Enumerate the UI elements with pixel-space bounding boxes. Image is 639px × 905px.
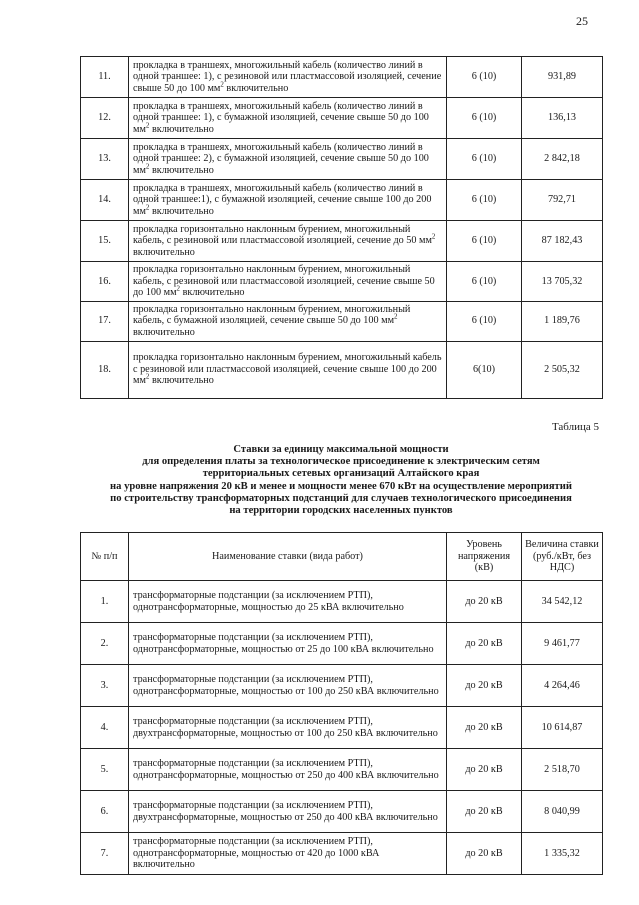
- table-row: [81, 262, 603, 302]
- row-description: трансформаторные подстанции (за исключением РТП), однотрансформаторные, мощностью до 25 кВА включительно: [129, 581, 447, 623]
- table-header-row: [81, 533, 603, 581]
- table-row: [81, 139, 603, 180]
- row-voltage: 6(10): [447, 341, 522, 398]
- row-price: 792,71: [522, 180, 603, 221]
- row-description: трансформаторные подстанции (за исключением РТП), однотрансформаторные, мощностью от 25 до 100 кВА включительно: [129, 623, 447, 665]
- header-price: Величина ставки (руб./кВт, без НДС): [522, 533, 603, 581]
- superscript: 2: [176, 284, 181, 293]
- superscript: 2: [145, 372, 150, 381]
- table-row: [81, 98, 603, 139]
- row-price: 10 614,87: [522, 707, 603, 749]
- row-number: 5.: [81, 749, 129, 791]
- row-voltage: до 20 кВ: [447, 581, 522, 623]
- row-price: 2 518,70: [522, 749, 603, 791]
- row-number: 16.: [81, 262, 129, 302]
- row-description: прокладка горизонтально наклонным бурением, многожильный кабель, с бумажной изоляцией, сечение свыше 50 до 100 $мм^2$ включительно: [129, 301, 447, 341]
- row-description: трансформаторные подстанции (за исключением РТП), двухтрансформаторные, мощностью от 250 до 400 кВА включительно: [129, 791, 447, 833]
- row-number: 18.: [81, 341, 129, 398]
- row-voltage: до 20 кВ: [447, 791, 522, 833]
- row-description: трансформаторные подстанции (за исключением РТП), однотрансформаторные, мощностью от 100 до 250 кВА включительно: [129, 665, 447, 707]
- superscript: 2: [145, 162, 150, 171]
- row-description: прокладка в траншеях, многожильный кабель (количество линий в одной траншее:1), с бумажной изоляцией, сечение свыше 100 до 200 $мм^2$ включительно: [129, 180, 447, 221]
- row-voltage: 6 (10): [447, 139, 522, 180]
- row-voltage: 6 (10): [447, 301, 522, 341]
- row-price: 13 705,32: [522, 262, 603, 302]
- row-voltage: до 20 кВ: [447, 707, 522, 749]
- heading-line: для определения платы за технологическое присоединение к электрическим сетям: [142, 456, 540, 468]
- row-price: 1 189,76: [522, 301, 603, 341]
- table-row: [81, 707, 603, 749]
- row-description: прокладка в траншеях, многожильный кабель (количество линий в одной траншее: 2), с бумажной изоляцией, сечение свыше 50 до 100 $мм^2$ включительно: [129, 139, 447, 180]
- row-number: 15.: [81, 221, 129, 262]
- heading-line: Ставки за единицу максимальной мощности: [233, 444, 449, 455]
- table-row: [81, 341, 603, 398]
- row-price: 136,13: [522, 98, 603, 139]
- heading-line: территориальных сетевых организаций Алтайского края: [202, 468, 480, 480]
- row-price: 34 542,12: [522, 581, 603, 623]
- row-number: 14.: [81, 180, 129, 221]
- row-description: трансформаторные подстанции (за исключением РТП), двухтрансформаторные, мощностью от 100 до 250 кВА включительно: [129, 707, 447, 749]
- table-row: [81, 791, 603, 833]
- row-description: прокладка горизонтально наклонным бурением, многожильный кабель, с резиновой или пластмассовой изоляцией, сечение до 50 $мм^2$ включительно: [129, 221, 447, 262]
- table-row: [81, 221, 603, 262]
- substation-rates-table: [80, 532, 603, 875]
- row-price: 4 264,46: [522, 665, 603, 707]
- header-voltage: Уровень напряжения (кВ): [447, 533, 522, 581]
- table-row: [81, 581, 603, 623]
- superscript: 2: [431, 232, 436, 241]
- row-number: 1.: [81, 581, 129, 623]
- table-caption: Таблица 5: [551, 421, 599, 433]
- superscript: 2: [145, 121, 150, 130]
- superscript: 2: [220, 80, 224, 89]
- row-voltage: 6 (10): [447, 221, 522, 262]
- row-voltage: до 20 кВ: [447, 749, 522, 791]
- table-row: [81, 301, 603, 341]
- superscript: 2: [145, 203, 150, 212]
- row-number: 4.: [81, 707, 129, 749]
- row-description: прокладка горизонтально наклонным бурением, многожильный кабель, с резиновой или пластмассовой изоляцией, сечение свыше 50 до 100 $мм^2$ включительно: [129, 262, 447, 302]
- row-description: трансформаторные подстанции (за исключением РТП), однотрансформаторные, мощностью от 420 до 1000 кВА включительно: [129, 833, 447, 875]
- row-voltage: 6 (10): [447, 57, 522, 98]
- row-description: прокладка в траншеях, многожильный кабель (количество линий в одной траншее: 1), с бумажной изоляцией, сечение свыше 50 до 100 $мм^2$ включительно: [129, 98, 447, 139]
- row-number: 12.: [81, 98, 129, 139]
- row-price: 1 335,32: [522, 833, 603, 875]
- superscript: 2: [394, 312, 398, 321]
- row-number: 2.: [81, 623, 129, 665]
- page-number: 25: [576, 14, 588, 28]
- row-voltage: до 20 кВ: [447, 665, 522, 707]
- heading-line: на территории городских населенных пунктов: [229, 505, 453, 517]
- row-number: 6.: [81, 791, 129, 833]
- row-description: прокладка горизонтально наклонным бурением, многожильный кабель с резиновой или пластмассовой изоляцией, сечение свыше 100 до 200 $мм^2$ включительно: [129, 341, 447, 398]
- table-row: [81, 665, 603, 707]
- header-name: Наименование ставки (вида работ): [129, 533, 447, 581]
- row-voltage: до 20 кВ: [447, 623, 522, 665]
- row-number: 17.: [81, 301, 129, 341]
- row-number: 13.: [81, 139, 129, 180]
- table-heading: [80, 444, 602, 517]
- row-number: 11.: [81, 57, 129, 98]
- row-number: 3.: [81, 665, 129, 707]
- row-price: 2 505,32: [522, 341, 603, 398]
- cable-rates-table: [80, 56, 603, 399]
- header-num: № п/п: [81, 533, 129, 581]
- heading-line: по строительству трансформаторных подстанций для случаев технологического присоединения: [110, 492, 572, 504]
- row-price: 8 040,99: [522, 791, 603, 833]
- row-voltage: 6 (10): [447, 98, 522, 139]
- row-voltage: до 20 кВ: [447, 833, 522, 875]
- row-number: 7.: [81, 833, 129, 875]
- row-voltage: 6 (10): [447, 262, 522, 302]
- row-price: 931,89: [522, 57, 603, 98]
- row-price: 9 461,77: [522, 623, 603, 665]
- row-price: 87 182,43: [522, 221, 603, 262]
- table-row: [81, 57, 603, 98]
- table-row: [81, 623, 603, 665]
- row-price: 2 842,18: [522, 139, 603, 180]
- row-description: прокладка в траншеях, многожильный кабель (количество линий в одной траншее: 1), с резиновой или пластмассовой изоляцией, сечение свыше 50 до 100 $мм^2$ включительно: [129, 57, 447, 98]
- table-row: [81, 749, 603, 791]
- table-row: [81, 180, 603, 221]
- heading-line: на уровне напряжения 20 кВ и менее и мощности менее 670 кВт на осуществление мероприятий: [110, 480, 572, 492]
- row-voltage: 6 (10): [447, 180, 522, 221]
- row-description: трансформаторные подстанции (за исключением РТП), однотрансформаторные, мощностью от 250 до 400 кВА включительно: [129, 749, 447, 791]
- table-row: [81, 833, 603, 875]
